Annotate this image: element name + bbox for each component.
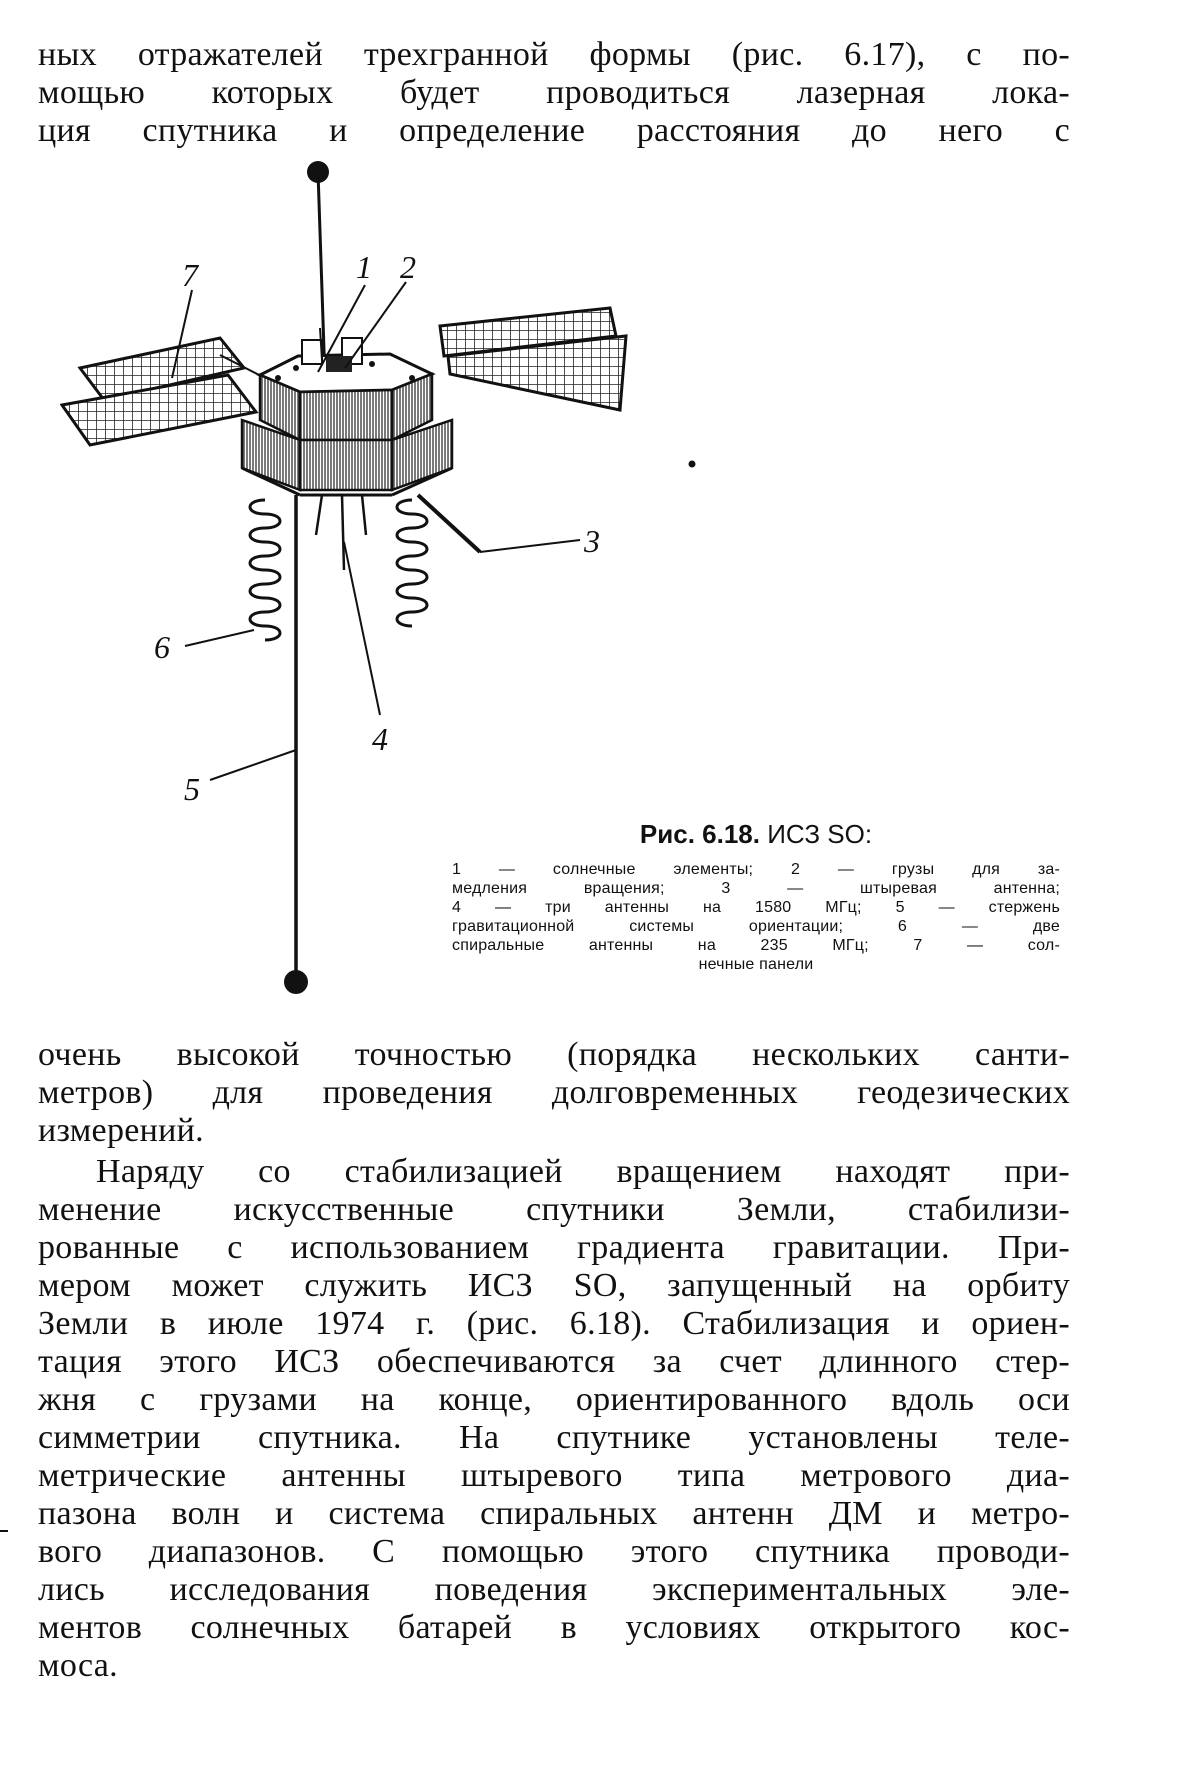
gravity-boom — [284, 495, 308, 994]
paragraph-1 — [38, 1036, 1070, 1150]
text-line: тация этого ИСЗ обеспечиваются за счет длинного стер- — [38, 1343, 1070, 1380]
caption-prefix: Рис. 6.18. — [639, 819, 760, 849]
caption-name: ИСЗ SO: — [767, 819, 873, 849]
legend-line: 4 — три антенны на 1580 МГц; 5 — стержень — [452, 899, 1060, 916]
top-text-block — [38, 36, 1070, 150]
caption-title — [452, 814, 1060, 854]
callout-1: 1 — [356, 249, 372, 285]
text-line: Наряду со стабилизацией вращением находят при- — [96, 1153, 1070, 1190]
left-solar-panels — [62, 338, 265, 445]
callout-6: 6 — [154, 629, 170, 665]
text-line: моса. — [38, 1647, 118, 1684]
callout-7: 7 — [182, 257, 198, 293]
text-line: мером может служить ИСЗ SO, запущенный на орбиту — [38, 1267, 1070, 1304]
legend-line: медления вращения; 3 — штыревая антенна; — [452, 880, 1060, 897]
callout-3: 3 — [584, 523, 600, 559]
text-line: рованные с использованием градиента гравитации. При- — [38, 1229, 1070, 1266]
text-line: метров) для проведения долговременных геодезических — [38, 1074, 1070, 1111]
legend-line: гравитационной системы ориентации; 6 — две — [452, 918, 1060, 935]
text-line: лись исследования поведения экспериментальных эле- — [38, 1571, 1070, 1608]
figure-caption — [452, 814, 1060, 974]
paragraph-2 — [38, 1153, 1070, 1685]
legend-line: 1 — солнечные элементы; 2 — грузы для за- — [452, 861, 1060, 878]
text-line: жня с грузами на конце, ориентированного вдоль оси — [38, 1381, 1070, 1418]
text-line: измерений. — [38, 1112, 204, 1149]
text-line: мощью которых будет проводиться лазерная лока- — [38, 74, 1070, 111]
callout-4: 4 — [372, 721, 388, 757]
margin-mark — [0, 1530, 8, 1532]
satellite-body — [242, 328, 452, 495]
text-line: очень высокой точностью (порядка нескольких санти- — [38, 1036, 1070, 1073]
text-line: ция спутника и определение расстояния до него с — [38, 112, 1070, 149]
text-line: вого диапазонов. С помощью этого спутника проводи- — [38, 1533, 1070, 1570]
text-line: метрические антенны штыревого типа метрового диа- — [38, 1457, 1070, 1494]
callout-5: 5 — [184, 771, 200, 807]
callout-2: 2 — [400, 249, 416, 285]
text-line: симметрии спутника. На спутнике установлены теле- — [38, 1419, 1070, 1456]
legend-line: нечные панели — [698, 956, 814, 973]
right-solar-panels — [440, 308, 696, 468]
caption-legend — [452, 860, 1060, 974]
legend-line: спиральные антенны на 235 МГц; 7 — сол- — [452, 937, 1060, 954]
text-line: ных отражателей трехгранной формы (рис. 6.17), с по- — [38, 36, 1070, 73]
text-line: ментов солнечных батарей в условиях открытого кос- — [38, 1609, 1070, 1646]
text-line: менение искусственные спутники Земли, стабилизи- — [38, 1191, 1070, 1228]
helical-antennas — [250, 500, 427, 640]
text-line: пазона волн и система спиральных антенн ДМ и метро- — [38, 1495, 1070, 1532]
text-line: Земли в июле 1974 г. (рис. 6.18). Стабилизация и ориен- — [38, 1305, 1070, 1342]
